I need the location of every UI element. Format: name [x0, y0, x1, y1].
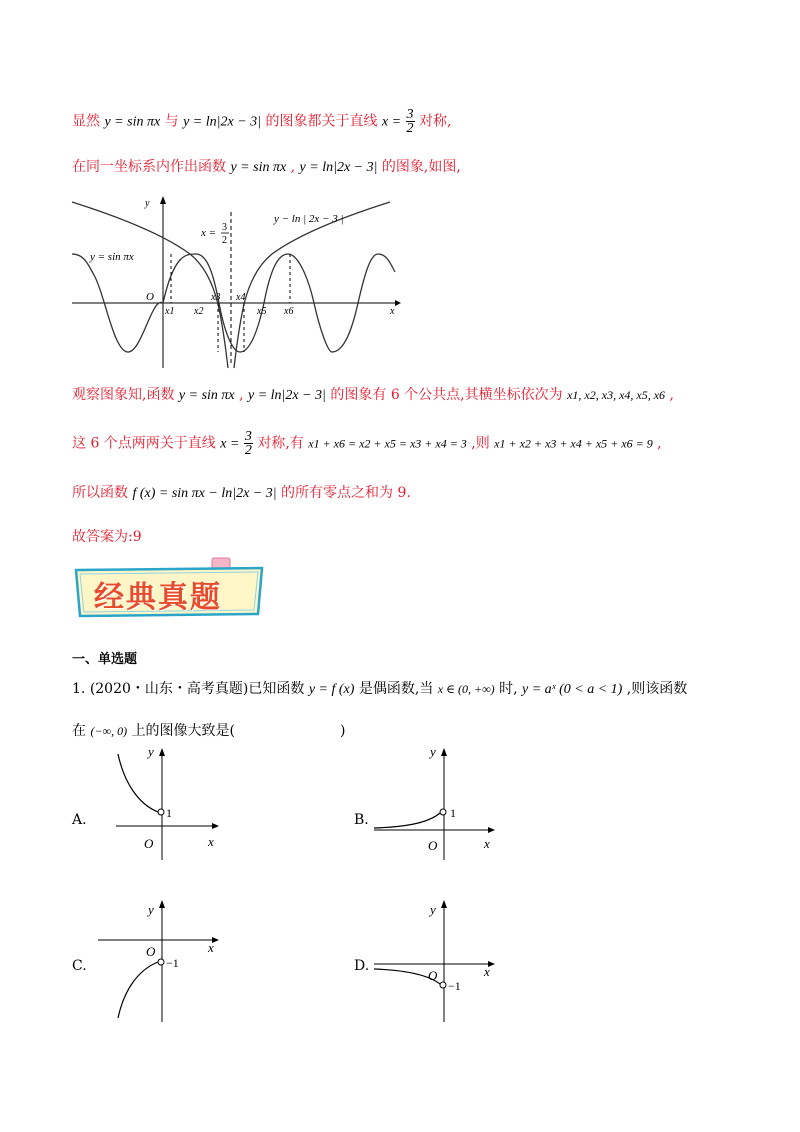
formula: (−∞, 0) [90, 724, 128, 738]
numerator: 3 [244, 429, 252, 444]
frac-num: 3 [222, 222, 227, 233]
text: 对称,有 [257, 435, 304, 452]
y-axis-label: y [430, 902, 436, 917]
option-b-letter[interactable]: B. [354, 812, 369, 828]
origin-label: O [428, 968, 438, 983]
formula: y = sin πx [230, 160, 287, 175]
x-axis-arrow [395, 300, 401, 306]
solution-line-4 [72, 430, 662, 457]
option-c-graph[interactable] [96, 894, 226, 1024]
formula: x1 + x6 = x2 + x5 = x3 + x4 = 3 [308, 436, 467, 451]
question-line-1 [72, 678, 687, 698]
text: , [669, 387, 674, 403]
text: 在同一坐标系内作出函数 [72, 159, 226, 175]
formula: y = sin πx [178, 388, 235, 403]
text: ,则该函数 [626, 681, 688, 697]
text: 所以函数 [72, 485, 128, 501]
formula: y = sin πx [104, 114, 161, 130]
section-banner [72, 556, 268, 620]
origin-label: O [146, 291, 154, 303]
text: , [239, 387, 244, 403]
option-c-letter[interactable]: C. [72, 958, 87, 974]
option-d-graph[interactable] [372, 894, 502, 1024]
option-a-graph[interactable] [96, 742, 226, 862]
y-axis-arrow [160, 196, 166, 204]
text: 时, [499, 681, 518, 697]
y-axis-label: y [430, 744, 436, 759]
text: 对称, [419, 113, 452, 130]
formula: f (x) = sin πx − ln|2x − 3| [132, 486, 277, 501]
point-label: −1 [448, 979, 461, 993]
text: 显然 [72, 113, 100, 130]
formula: y = ln|2x − 3| [299, 160, 378, 175]
solution-line-2 [72, 156, 461, 176]
fraction [406, 108, 415, 135]
x3-label: x3 [211, 292, 221, 303]
y-axis-label: y [145, 198, 150, 209]
formula: x1 + x2 + x3 + x4 + x5 + x6 = 9 [494, 436, 653, 451]
text: 的图象,如图, [381, 159, 461, 175]
formula: x = [220, 436, 240, 452]
sin-ln-graph [70, 192, 402, 370]
formula: x ∈ (0, +∞) [437, 682, 495, 696]
solution-line-5 [72, 482, 411, 502]
formula: y = aˣ (0 < a < 1) [522, 682, 623, 697]
banner-title: 经典真题 [94, 580, 222, 615]
y-axis-label: y [148, 744, 154, 759]
text: 这 6 个点两两关于直线 [72, 435, 216, 452]
text: 观察图象知,函数 [72, 387, 175, 403]
x6-label: x6 [284, 306, 294, 317]
x-axis-label: x [390, 306, 395, 317]
formula: y = ln|2x − 3| [248, 388, 326, 403]
question-number: 1. [72, 681, 86, 697]
question-line-2 [72, 720, 345, 740]
point-label: 1 [450, 806, 456, 820]
answer-line: 故答案为:9 [72, 529, 142, 545]
text: 在 [72, 723, 86, 739]
x-eq-label: x = [201, 227, 217, 239]
ln-label: y − ln | 2x − 3 | [274, 213, 344, 225]
formula: y = ln|2x − 3| [183, 114, 262, 130]
text: , [290, 159, 296, 175]
text: ,则 [471, 435, 490, 452]
frac-den: 2 [222, 235, 227, 246]
origin-label: O [146, 944, 156, 959]
text: 与 [164, 113, 179, 130]
x-axis-label: x [208, 940, 214, 955]
formula: y = f (x) [308, 682, 355, 697]
text: 的图象都关于直线 [265, 113, 378, 130]
x1-label: x1 [165, 306, 175, 317]
option-a-letter[interactable]: A. [72, 812, 87, 828]
option-b-graph[interactable] [372, 742, 502, 862]
text: 的图象有 6 个公共点,其横坐标依次为 [330, 387, 563, 403]
text: ) [339, 723, 346, 739]
ln-curve-right [234, 202, 390, 368]
text: 是偶函数,当 [358, 681, 434, 697]
x5-label: x5 [257, 306, 267, 317]
x-axis-label: x [484, 964, 490, 979]
x2-label: x2 [194, 306, 204, 317]
ribbon-icon [212, 558, 230, 568]
x4-label: x4 [236, 292, 246, 303]
sin-label: y = sin πx [90, 251, 134, 263]
x-axis-label: x [208, 834, 214, 849]
text: 上的图像大致是( [131, 723, 236, 739]
fraction [244, 430, 253, 457]
point-label: 1 [166, 806, 172, 820]
text: , [657, 435, 662, 452]
formula: x1, x2, x3, x4, x5, x6 [567, 388, 666, 402]
numerator: 3 [406, 107, 414, 122]
y-axis-label: y [148, 902, 154, 917]
solution-line-3 [72, 384, 674, 404]
denominator: 2 [244, 443, 252, 458]
formula: x = [381, 114, 402, 130]
section-heading: 一、单选题 [72, 652, 138, 667]
solution-line-1 [72, 108, 451, 135]
origin-label: O [428, 838, 438, 853]
denominator: 2 [406, 121, 414, 136]
x-axis-label: x [484, 836, 490, 851]
origin-label: O [144, 836, 154, 851]
point-label: −1 [166, 956, 179, 970]
text: (2020・山东・高考真题)已知函数 [89, 681, 305, 697]
option-d-letter[interactable]: D. [354, 958, 370, 974]
text: 的所有零点之和为 9. [281, 485, 411, 501]
